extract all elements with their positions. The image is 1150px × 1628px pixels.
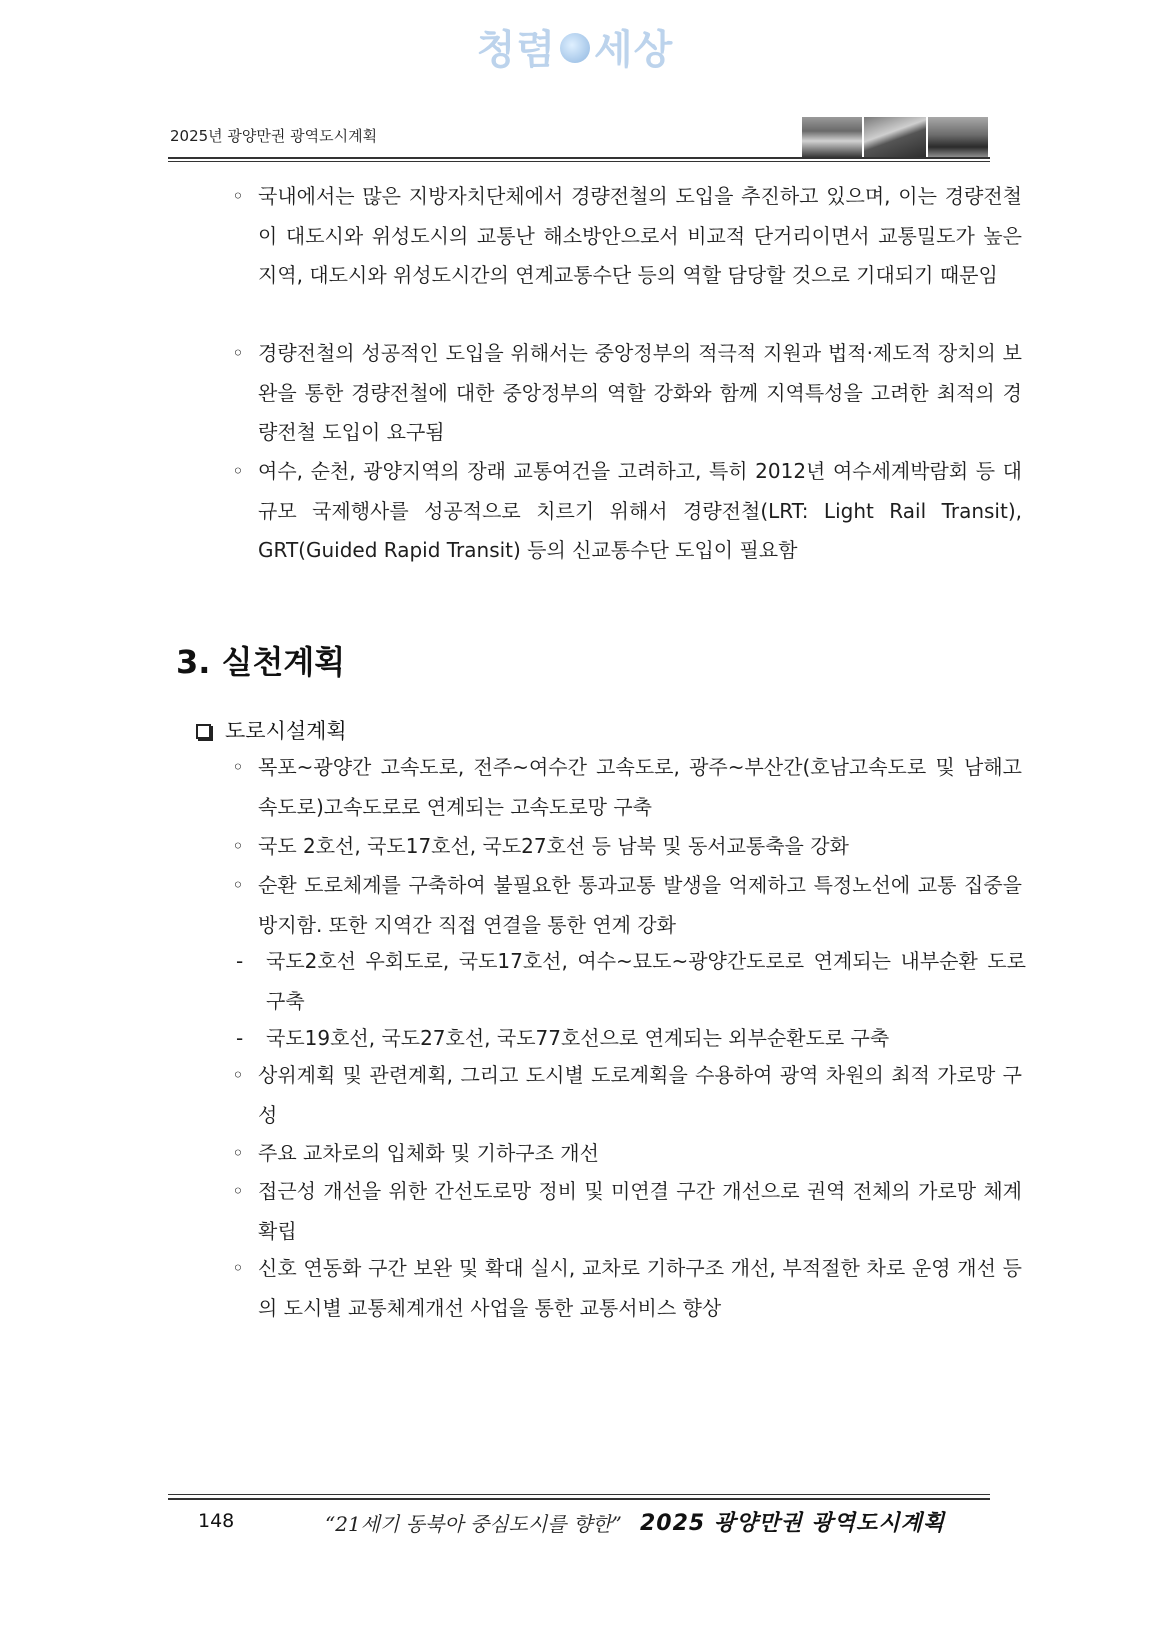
bullet-text: 접근성 개선을 위한 간선도로망 정비 및 미연결 구간 개선으로 권역 전체의 가로망 체계 확립 xyxy=(258,1179,1022,1243)
bullet-marker: ◦ xyxy=(232,459,244,483)
bullet-text: 여수, 순천, 광양지역의 장래 교통여건을 고려하고, 특히 2012년 여수세계박람회 등 대규모 국제행사를 성공적으로 치르기 위해서 경량전철(LRT: Light Rail Transit), GRT(Guided Rapid Transit) 등의 신교통수단 도입이 필요함 xyxy=(258,459,1022,562)
plan-item-1 xyxy=(232,748,1022,827)
bullet-text: 상위계획 및 관련계획, 그리고 도시별 도로계획을 수용하여 광역 차원의 최적 가로망 구성 xyxy=(258,1063,1022,1127)
footer-rule xyxy=(168,1498,990,1500)
bullet-marker: ◦ xyxy=(232,1179,244,1203)
watermark-emblem-icon xyxy=(560,33,590,63)
intro-bullet-3 xyxy=(232,452,1022,571)
bullet-marker: ◦ xyxy=(232,184,244,208)
header-rule-thin xyxy=(168,161,990,162)
subitem-text: 국도19호선, 국도27호선, 국도77호선으로 연계되는 외부순환도로 구축 xyxy=(266,1026,890,1050)
section-title: 3. 실천계획 xyxy=(176,643,346,681)
footer-tagline: “21세기 동북아 중심도시를 향한” xyxy=(325,1512,622,1536)
bullet-marker: ◦ xyxy=(232,1141,244,1165)
bullet-marker: ◦ xyxy=(232,1256,244,1280)
subsection-title: 도로시설계획 xyxy=(225,719,347,743)
bullet-text: 순환 도로체계를 구축하여 불필요한 통과교통 발생을 억제하고 특정노선에 교통 집중을 방지함. 또한 지역간 직접 연결을 통한 연계 강화 xyxy=(258,873,1022,937)
page-number: 148 xyxy=(198,1510,235,1532)
bullet-marker: ◦ xyxy=(232,834,244,858)
plan-item-3 xyxy=(232,866,1022,945)
bullet-text: 경량전철의 성공적인 도입을 위해서는 중앙정부의 적극적 지원과 법적·제도적 장치의 보완을 통한 경량전철에 대한 중앙정부의 역할 강화와 함께 지역특성을 고려한 최적의 경량전철 도입이 요구됨 xyxy=(258,341,1022,444)
subsection-heading xyxy=(196,715,347,745)
plan-subitem-2 xyxy=(236,1019,1026,1059)
bullet-marker: ◦ xyxy=(232,1063,244,1087)
bullet-text: 신호 연동화 구간 보완 및 확대 실시, 교차로 기하구조 개선, 부적절한 차로 운영 개선 등의 도시별 교통체계개선 사업을 통한 교통서비스 향상 xyxy=(258,1256,1022,1320)
header-photo-strip xyxy=(802,117,988,157)
dash-marker: - xyxy=(236,1026,244,1050)
header-rule xyxy=(168,157,990,159)
plan-item-2 xyxy=(232,827,1022,867)
running-header-title: 2025년 광양만권 광역도시계획 xyxy=(170,127,378,145)
bullet-marker: ◦ xyxy=(232,755,244,779)
intro-bullet-2 xyxy=(232,334,1022,453)
plan-item-6 xyxy=(232,1172,1022,1251)
footer-title: 2025 광양만권 광역도시계획 xyxy=(640,1511,946,1536)
bullet-text: 국내에서는 많은 지방자치단체에서 경량전철의 도입을 추진하고 있으며, 이는 경량전철이 대도시와 위성도시의 교통난 해소방안으로서 비교적 단거리이면서 교통밀도가 높은 지역, 대도시와 위성도시간의 연계교통수단 등의 역할 담당할 것으로 기대되기 때문임 xyxy=(258,184,1022,287)
bullet-marker: ◦ xyxy=(232,873,244,897)
header-photo-2 xyxy=(864,117,926,157)
watermark-left: 청렴 xyxy=(476,27,556,73)
footer-rule-thin xyxy=(168,1494,990,1495)
watermark-logo xyxy=(0,18,1150,75)
bullet-text: 국도 2호선, 국도17호선, 국도27호선 등 남북 및 동서교통축을 강화 xyxy=(258,834,849,858)
plan-item-7 xyxy=(232,1249,1022,1328)
bullet-text: 목포~광양간 고속도로, 전주~여수간 고속도로, 광주~부산간(호남고속도로 및 남해고속도로)고속도로로 연계되는 고속도로망 구축 xyxy=(258,755,1022,819)
checkbox-square-icon xyxy=(196,724,211,739)
intro-bullet-1 xyxy=(232,177,1022,296)
plan-item-4 xyxy=(232,1056,1022,1135)
plan-subitem-1 xyxy=(236,942,1026,1021)
subitem-text: 국도2호선 우회도로, 국도17호선, 여수~묘도~광양간도로로 연계되는 내부순환 도로 구축 xyxy=(266,949,1026,1013)
bullet-marker: ◦ xyxy=(232,341,244,365)
plan-item-5 xyxy=(232,1134,1022,1174)
bullet-text: 주요 교차로의 입체화 및 기하구조 개선 xyxy=(258,1141,599,1165)
watermark-right: 세상 xyxy=(594,27,674,73)
header-photo-1 xyxy=(802,117,862,157)
header-photo-3 xyxy=(928,117,988,157)
dash-marker: - xyxy=(236,949,244,973)
